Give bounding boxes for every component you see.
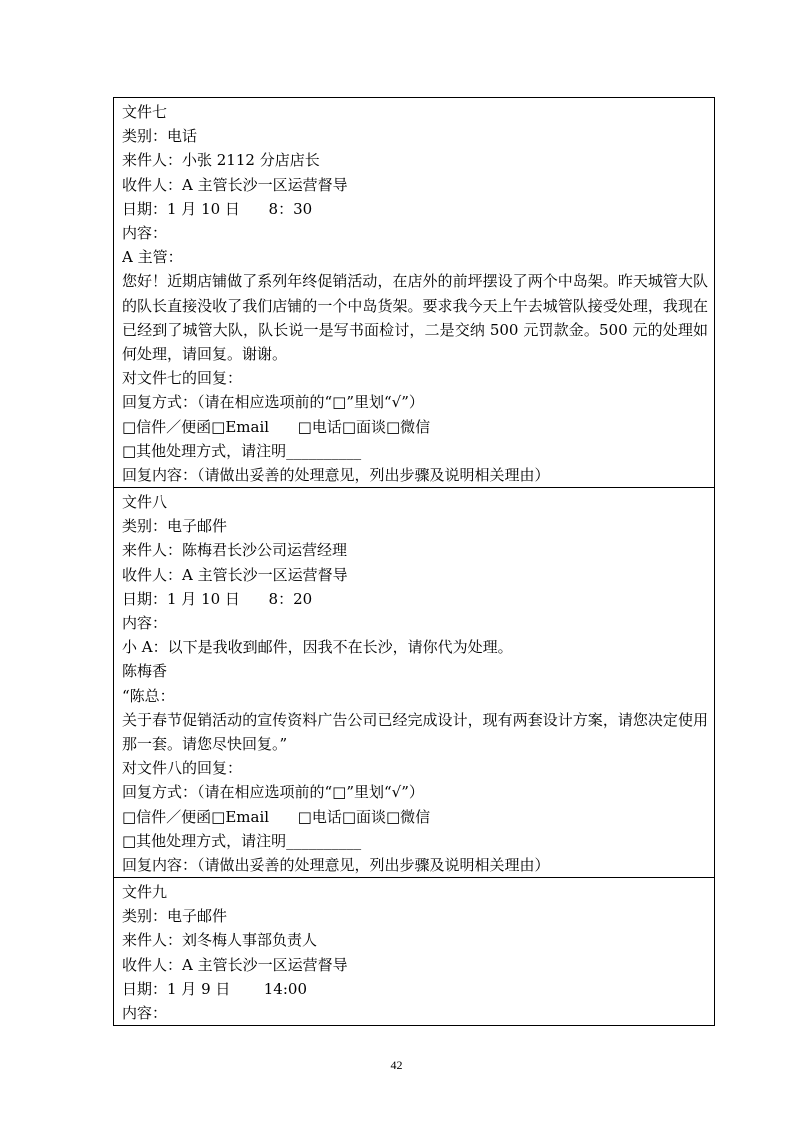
- content-body: 您好！近期店铺做了系列年终促销活动，在店外的前坪摆设了两个中岛架。昨天城管大队的队长直接没收了我们店铺的一个中岛货架。要求我今天上午去城管队接受处理，我现在已经到了城管大队，队长说一是写书面检讨，二是交纳 500 元罚款金。500 元的处理如何处理，请回复。谢谢。: [122, 272, 708, 363]
- recipient-line: 收件人：A 主管长沙一区运营督导: [122, 175, 348, 194]
- sender-line: 来件人：刘冬梅人事部负责人: [122, 931, 318, 950]
- reply-method-other: □其他处理方式，请注明__________: [122, 441, 362, 460]
- content-label: 内容：: [122, 1004, 168, 1023]
- sender-line: 来件人：小张 2112 分店店长: [122, 151, 320, 170]
- sender-line: 来件人：陈梅君长沙公司运营经理: [122, 541, 348, 560]
- quoted-salutation-line: “陈总：: [122, 686, 175, 705]
- salutation-line: A 主管：: [122, 248, 183, 267]
- reply-title: 对文件八的回复：: [122, 759, 243, 778]
- document-table: [113, 97, 715, 1026]
- reply-title: 对文件七的回复：: [122, 369, 243, 388]
- category-line: 类别：电话: [122, 127, 198, 146]
- section-file-8: [114, 487, 714, 877]
- reply-method-instruction: 回复方式：（请在相应选项前的“□”里划“√”）: [122, 393, 424, 412]
- category-line: 类别：电子邮件: [122, 517, 228, 536]
- reply-method-options: □信件／便函□Email □电话□面谈□微信: [122, 417, 431, 436]
- content-label: 内容：: [122, 223, 168, 242]
- date-line: 日期：1 月 10 日 8：30: [122, 199, 313, 218]
- date-line: 日期：1 月 10 日 8：20: [122, 589, 313, 608]
- page-number: 42: [390, 1058, 403, 1072]
- date-line: 日期：1 月 9 日 14:00: [122, 979, 307, 998]
- section-file-9: [114, 877, 714, 1025]
- section-file-7: [114, 98, 714, 487]
- reply-method-other: □其他处理方式，请注明__________: [122, 831, 362, 850]
- forward-note-line: 小 A：以下是我收到邮件，因我不在长沙，请你代为处理。: [122, 638, 513, 657]
- recipient-line: 收件人：A 主管长沙一区运营督导: [122, 955, 348, 974]
- signature-line: 陈梅香: [122, 662, 168, 681]
- reply-method-instruction: 回复方式：（请在相应选项前的“□”里划“√”）: [122, 783, 424, 802]
- reply-content-instruction: 回复内容：（请做出妥善的处理意见，列出步骤及说明相关理由）: [122, 855, 550, 874]
- section-heading: 文件九: [122, 883, 168, 902]
- recipient-line: 收件人：A 主管长沙一区运营督导: [122, 565, 348, 584]
- section-heading: 文件八: [122, 493, 168, 512]
- section-heading: 文件七: [122, 103, 168, 121]
- content-body: 关于春节促销活动的宣传资料广告公司已经完成设计，现有两套设计方案，请您决定使用那一套。请您尽快回复。”: [122, 710, 708, 753]
- content-label: 内容：: [122, 614, 168, 632]
- category-line: 类别：电子邮件: [122, 907, 228, 926]
- reply-method-options: □信件／便函□Email □电话□面谈□微信: [122, 807, 431, 826]
- reply-content-instruction: 回复内容：（请做出妥善的处理意见，列出步骤及说明相关理由）: [122, 465, 550, 484]
